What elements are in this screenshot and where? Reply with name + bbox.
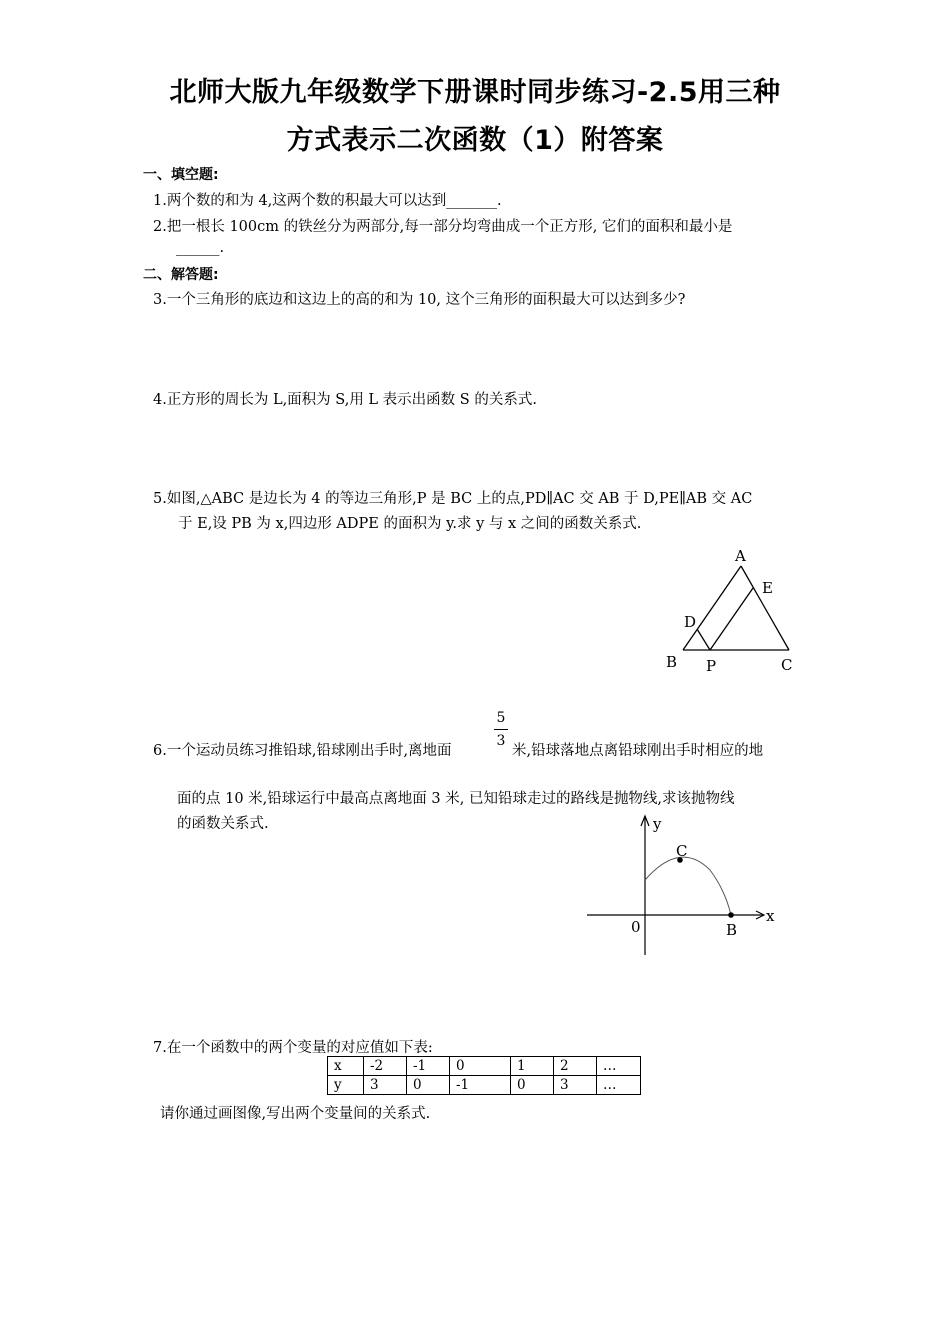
label-point-b: B (726, 921, 738, 939)
section-fill-heading: 一、填空题: (143, 167, 219, 183)
question-5-line2: 于 E,设 PB 为 x,四边形 ADPE 的面积为 y.求 y 与 x 之间的函数关系式. (178, 516, 642, 532)
question-7-instruction: 请你通过画图像,写出两个变量间的关系式. (160, 1106, 431, 1122)
label-y-axis: y (653, 815, 662, 833)
question-6-line3: 的函数关系式. (177, 816, 269, 832)
label-point-c: C (676, 842, 688, 860)
section-solve-heading: 二、解答题: (143, 267, 219, 283)
table-cell: 0 (450, 1057, 511, 1076)
table-cell: 2 (554, 1057, 597, 1076)
fraction-numerator: 5 (496, 710, 506, 726)
table-cell: y (328, 1076, 364, 1095)
label-c: C (781, 656, 793, 674)
question-6-line1a: 6.一个运动员练习推铅球,铅球刚出手时,离地面 (153, 743, 452, 759)
question-6-line1b: 米,铅球落地点离铅球刚出手时相应的地 (512, 743, 764, 759)
table-cell: -1 (450, 1076, 511, 1095)
page-title-line1: 北师大版九年级数学下册课时同步练习-2.5用三种 (169, 77, 781, 108)
table-cell: … (597, 1076, 641, 1095)
label-x-axis: x (766, 907, 775, 925)
question-7: 7.在一个函数中的两个变量的对应值如下表: (153, 1040, 433, 1056)
question-1: 1.两个数的和为 4,这两个数的积最大可以达到_______. (153, 193, 502, 209)
label-a: A (735, 547, 746, 565)
page-title-line2: 方式表示二次函数（1）附答案 (286, 125, 664, 156)
table-row-y (328, 1076, 641, 1095)
parabola-curve (645, 857, 731, 915)
table-cell: -1 (407, 1057, 450, 1076)
label-origin: 0 (631, 918, 641, 936)
question-2-line1: 2.把一根长 100cm 的铁丝分为两部分,每一部分均弯曲成一个正方形, 它们的面积和最小是 (153, 219, 733, 235)
table-cell: 0 (407, 1076, 450, 1095)
table-cell: 3 (554, 1076, 597, 1095)
question-4: 4.正方形的周长为 L,面积为 S,用 L 表示出函数 S 的关系式. (153, 392, 537, 408)
label-e: E (762, 579, 773, 597)
table-cell: 1 (511, 1057, 554, 1076)
question-6-line2: 面的点 10 米,铅球运行中最高点离地面 3 米, 已知铅球走过的路线是抛物线,求该抛物线 (177, 791, 735, 807)
table-row-x (328, 1057, 641, 1076)
label-d: D (684, 613, 697, 631)
question-5-line1: 5.如图,△ABC 是边长为 4 的等边三角形,P 是 BC 上的点,PD∥AC 交 AB 于 D,PE∥AB 交 AC (153, 491, 753, 507)
value-table (327, 1056, 641, 1095)
table-cell: x (328, 1057, 364, 1076)
point-b (728, 912, 734, 918)
question-3: 3.一个三角形的底边和这边上的高的和为 10, 这个三角形的面积最大可以达到多少? (153, 292, 686, 308)
fraction-denominator: 3 (496, 733, 506, 749)
label-b: B (666, 653, 678, 671)
label-p: P (706, 657, 717, 675)
table-cell: 3 (364, 1076, 407, 1095)
table-cell: … (597, 1057, 641, 1076)
table-cell: 0 (511, 1076, 554, 1095)
table-cell: -2 (364, 1057, 407, 1076)
question-2-line2: ______. (176, 240, 225, 256)
